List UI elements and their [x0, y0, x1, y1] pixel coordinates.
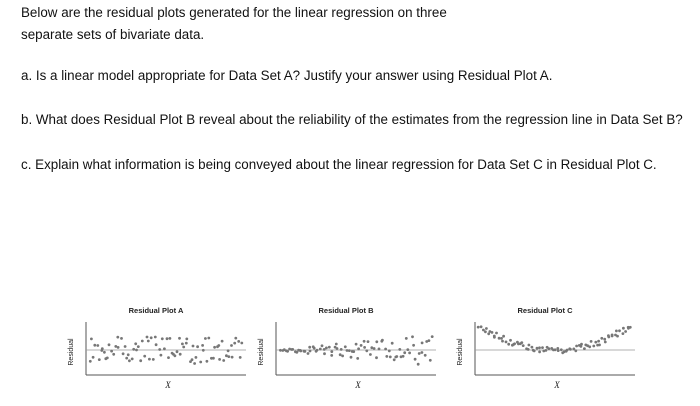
residual-point [231, 356, 234, 359]
residual-point [340, 348, 343, 351]
residual-point [533, 350, 536, 353]
residual-point [233, 342, 236, 345]
residual-point [428, 339, 431, 342]
residual-point [389, 356, 392, 359]
residual-point [350, 356, 353, 359]
residual-point [160, 354, 163, 357]
residual-point [154, 336, 157, 339]
intro-line-1: Below are the residual plots generated for the linear regression on three [21, 5, 447, 20]
residual-point [141, 340, 144, 343]
residual-point [403, 351, 406, 354]
residual-point [98, 358, 101, 361]
residual-point [222, 359, 225, 362]
residual-point [575, 345, 578, 348]
residual-point [509, 339, 512, 342]
residual-point [240, 342, 243, 345]
residual-point [618, 329, 621, 332]
residual-point [163, 347, 166, 350]
residual-point [161, 337, 164, 340]
residual-point [213, 346, 216, 349]
residual-point [607, 336, 610, 339]
residual-point [192, 345, 195, 348]
residual-point [431, 335, 434, 338]
residual-point [557, 349, 560, 352]
intro-line-2: separate sets of bivariate data. [21, 27, 205, 42]
residual-point [622, 332, 625, 335]
residual-point [185, 342, 188, 345]
residual-point [112, 353, 115, 356]
residual-point [367, 340, 370, 343]
residual-point [89, 360, 92, 363]
residual-point [181, 343, 184, 346]
residual-point [330, 354, 333, 357]
residual-point [594, 341, 597, 344]
residual-point [230, 344, 233, 347]
residual-point [378, 348, 381, 351]
residual-point [411, 335, 414, 338]
y-axis-label: Residual [457, 338, 464, 366]
residual-point [528, 344, 531, 347]
residual-point [388, 350, 391, 353]
residual-point [234, 337, 237, 340]
residual-point [480, 325, 483, 328]
residual-point [629, 326, 632, 329]
residual-point [538, 346, 541, 349]
residual-point [212, 357, 215, 360]
residual-point [336, 347, 339, 350]
residual-point [402, 355, 405, 358]
residual-point [352, 350, 355, 353]
y-axis-label: Residual [68, 338, 75, 366]
residual-point [150, 336, 153, 339]
residual-point [146, 336, 149, 339]
residual-point [569, 348, 572, 351]
question-c: c. Explain what information is being conveyed about the linear regression for Data Set C in Residual Plot C. [21, 157, 657, 172]
residual-point [193, 362, 196, 365]
residual-point [406, 348, 409, 351]
plot-title: Residual Plot B [318, 306, 374, 315]
residual-point [355, 343, 358, 346]
residual-point [335, 343, 338, 346]
residual-point [624, 330, 627, 333]
residual-point [507, 343, 510, 346]
residual-point [148, 358, 151, 361]
residual-point [393, 358, 396, 361]
residual-point [179, 353, 182, 356]
residual-point [600, 337, 603, 340]
residual-point [328, 346, 331, 349]
residual-point [225, 354, 228, 357]
residual-point [128, 359, 131, 362]
residual-point [116, 336, 119, 339]
residual-point [344, 345, 347, 348]
residual-point [323, 352, 326, 355]
residual-point [125, 357, 128, 360]
residual-point [421, 342, 424, 345]
residual-point [169, 337, 172, 340]
residual-point [330, 350, 333, 353]
residual-point [385, 355, 388, 358]
residual-point [384, 348, 387, 351]
residual-point [321, 344, 324, 347]
residual-point [307, 352, 310, 355]
residual-point [195, 356, 198, 359]
residual-point [299, 350, 302, 353]
residual-point [502, 335, 505, 338]
residual-point [604, 341, 607, 344]
residual-point [143, 355, 146, 358]
residual-point [158, 348, 161, 351]
residual-point [137, 345, 140, 348]
residual-point [178, 337, 181, 340]
residual-point [381, 339, 384, 342]
residual-point [429, 359, 432, 362]
residual-point [96, 344, 99, 347]
residual-point [522, 344, 525, 347]
residual-point [622, 327, 625, 330]
residual-point [139, 359, 142, 362]
residual-point [414, 358, 417, 361]
residual-point [134, 342, 137, 345]
residual-point [286, 350, 289, 353]
y-axis-label: Residual [258, 338, 265, 366]
residual-point [325, 347, 328, 350]
residual-plot-c [455, 296, 635, 396]
residual-point [500, 337, 503, 340]
residual-point [218, 358, 221, 361]
residual-point [120, 337, 123, 340]
residual-point [122, 352, 125, 355]
residual-point [316, 349, 319, 352]
residual-point [309, 350, 312, 353]
residual-point [93, 344, 96, 347]
residual-point [615, 330, 618, 333]
residual-point [560, 348, 563, 351]
residual-point [356, 357, 359, 360]
residual-point [227, 355, 230, 358]
residual-point [204, 337, 207, 340]
residual-point [124, 345, 127, 348]
residual-point [545, 349, 548, 352]
residual-point [491, 331, 494, 334]
residual-point [597, 340, 600, 343]
plot-title: Residual Plot A [128, 306, 184, 315]
residual-point [520, 341, 523, 344]
residual-point [182, 346, 185, 349]
residual-point [152, 358, 155, 361]
residual-point [505, 341, 508, 344]
residual-plot-a [66, 296, 246, 396]
residual-point [176, 350, 179, 353]
residual-point [375, 340, 378, 343]
residual-point [369, 353, 372, 356]
residual-point [424, 354, 427, 357]
residual-point [375, 356, 378, 359]
x-axis-label: X [355, 380, 361, 390]
residual-point [363, 340, 366, 343]
residual-point [201, 344, 204, 347]
residual-point [498, 337, 501, 340]
residual-point [90, 338, 93, 341]
residual-point [360, 344, 363, 347]
x-axis-label: X [554, 380, 560, 390]
residual-point [598, 344, 601, 347]
question-b: b. What does Residual Plot B reveal about the reliability of the estimates from the regression line in Data Set B? [21, 112, 683, 127]
residual-point [155, 343, 158, 346]
residual-point [365, 349, 368, 352]
residual-point [319, 348, 322, 351]
residual-point [592, 345, 595, 348]
residual-point [110, 350, 113, 353]
residual-point [174, 354, 177, 357]
residual-point [106, 357, 109, 360]
residual-point [408, 352, 411, 355]
residual-point [583, 347, 586, 350]
residual-point [101, 347, 104, 350]
residual-point [202, 349, 205, 352]
residual-point [421, 351, 424, 354]
x-axis-label: X [165, 380, 171, 390]
residual-point [108, 343, 111, 346]
residual-point [417, 363, 420, 366]
residual-point [398, 348, 401, 351]
residual-point [313, 347, 316, 350]
residual-point [580, 343, 583, 346]
residual-point [92, 356, 95, 359]
residual-point [566, 349, 569, 352]
residual-point [348, 349, 351, 352]
residual-point [484, 330, 487, 333]
residual-point [291, 348, 294, 351]
intro-text [21, 2, 681, 46]
residual-point [117, 346, 120, 349]
residual-point [103, 351, 106, 354]
residual-point [373, 347, 376, 350]
residual-point [206, 360, 209, 363]
residual-point [538, 351, 541, 354]
question-a: a. Is a linear model appropriate for Data Set A? Justify your answer using Residual Plot A. [21, 68, 553, 83]
residual-point [495, 332, 498, 335]
residual-point [541, 346, 544, 349]
residual-point [127, 353, 130, 356]
residual-point [590, 340, 593, 343]
residual-point [196, 345, 199, 348]
residual-point [199, 361, 202, 364]
residual-point [554, 348, 557, 351]
residual-point [132, 348, 135, 351]
residual-point [308, 346, 311, 349]
plot-title: Residual Plot C [517, 306, 573, 315]
residual-point [531, 346, 534, 349]
residual-point [279, 349, 282, 352]
residual-point [574, 349, 577, 352]
residual-point [217, 344, 220, 347]
residual-point [547, 347, 550, 350]
residual-plot-b [256, 296, 436, 396]
residual-point [485, 327, 488, 330]
residual-point [131, 358, 134, 361]
residual-point [513, 342, 516, 345]
residual-point [477, 326, 480, 329]
residual-point [412, 344, 415, 347]
residual-point [191, 358, 194, 361]
residual-point [363, 346, 366, 349]
residual-point [207, 337, 210, 340]
residual-point [237, 340, 240, 343]
residual-point [357, 347, 360, 350]
residual-point [341, 355, 344, 358]
residual-point [536, 347, 539, 350]
residual-point [405, 337, 408, 340]
residual-point [603, 338, 606, 341]
residual-point [239, 356, 242, 359]
residual-point [395, 355, 398, 358]
residual-point [616, 335, 619, 338]
residual-point [588, 345, 591, 348]
residual-point [167, 356, 170, 359]
residual-point [527, 348, 530, 351]
residual-point [147, 340, 150, 343]
residual-point [611, 334, 614, 337]
residual-point [185, 338, 188, 341]
residual-point [493, 336, 496, 339]
residual-point [221, 340, 224, 343]
residual-point [166, 337, 169, 340]
residual-point [391, 342, 394, 345]
residual-point [227, 349, 230, 352]
residual-point [418, 352, 421, 355]
residual-point [304, 350, 307, 353]
residual-point [339, 353, 342, 356]
residual-point [501, 340, 504, 343]
residual-point [135, 349, 138, 352]
